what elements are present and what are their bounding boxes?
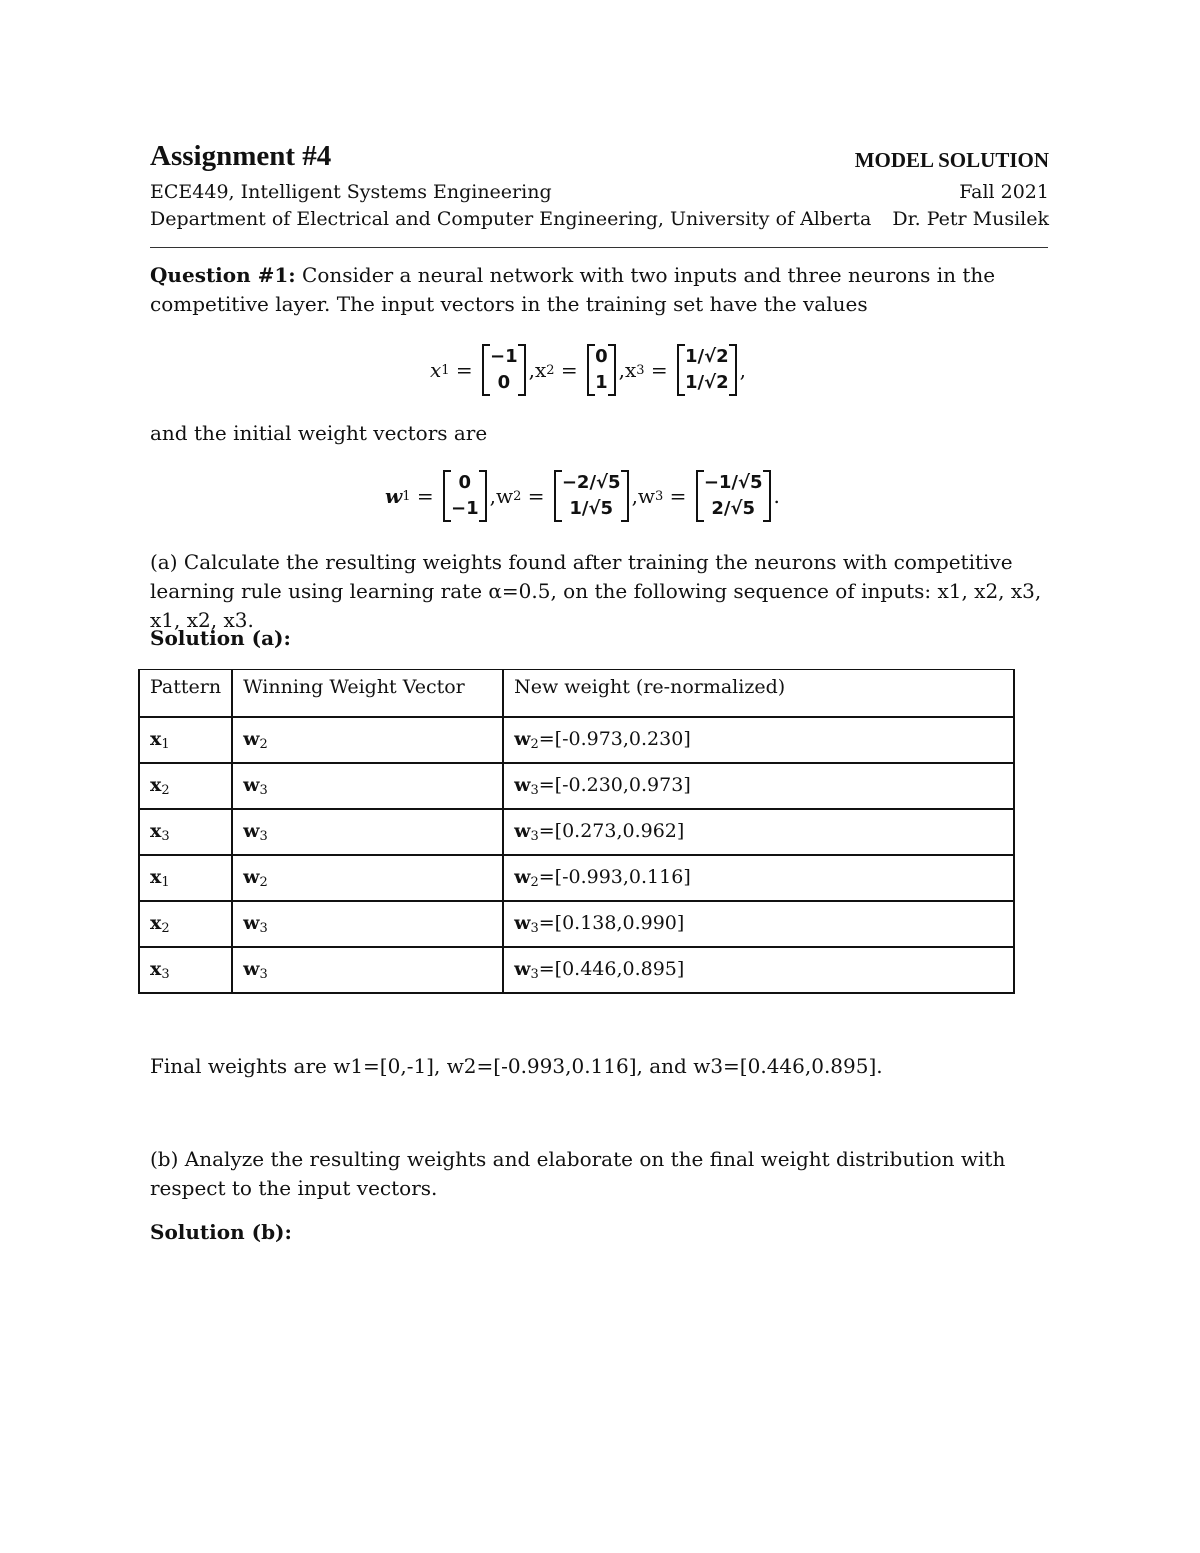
winner-cell: w3 <box>232 901 503 947</box>
table-row <box>139 947 1014 993</box>
winner-cell: w3 <box>232 763 503 809</box>
header-winning-weight: Winning Weight Vector <box>232 670 503 718</box>
w1-symbol: w <box>385 484 403 508</box>
x2-matrix <box>587 344 616 396</box>
x1-symbol: x <box>430 358 442 382</box>
w1-matrix <box>443 470 487 522</box>
pattern-cell: x1 <box>139 855 232 901</box>
pattern-cell: x1 <box>139 717 232 763</box>
w1-subscript: 1 <box>402 488 411 504</box>
header-divider <box>150 247 1048 248</box>
pattern-cell: x2 <box>139 763 232 809</box>
x1-top: −1 <box>490 346 518 367</box>
weights-intro: and the initial weight vectors are <box>150 421 488 445</box>
x2-bottom: 1 <box>595 372 608 393</box>
solution-b-label: Solution (b): <box>150 1220 292 1244</box>
w2-top: −2/√5 <box>561 472 621 493</box>
w2-matrix <box>554 470 629 522</box>
x3-matrix <box>677 344 737 396</box>
question-1-text <box>150 261 1048 319</box>
table-row <box>139 901 1014 947</box>
w1-bottom: −1 <box>450 498 479 519</box>
w2-subscript: 2 <box>513 488 522 504</box>
new-weight-cell: w3=[0.138,0.990] <box>503 901 1014 947</box>
x3-bottom: 1/√2 <box>685 372 729 393</box>
winner-cell: w3 <box>232 947 503 993</box>
pattern-cell: x3 <box>139 809 232 855</box>
instructor: Dr. Petr Musilek <box>892 208 1049 230</box>
new-weight-cell: w2=[-0.973,0.230] <box>503 717 1014 763</box>
header-pattern: Pattern <box>139 670 232 718</box>
x3-subscript: 3 <box>636 362 645 378</box>
input-vectors-equation: x 1 = −1 0 , x 2 = 0 1 , x 3 = 1/√2 1/√2 , <box>430 340 746 400</box>
new-weight-cell: w2=[-0.993,0.116] <box>503 855 1014 901</box>
winner-cell: w3 <box>232 809 503 855</box>
table-row <box>139 809 1014 855</box>
part-a-text: (a) Calculate the resulting weights found after training the neurons with competitive learning rule using learning rate α=0.5, on the following sequence of inputs: x1, x2, x3, x1, x2, x3. <box>150 550 1042 632</box>
model-solution-label: MODEL SOLUTION <box>854 148 1049 172</box>
x1-bottom: 0 <box>497 372 511 393</box>
header-new-weight: New weight (re-normalized) <box>503 670 1014 718</box>
w1-top: 0 <box>458 472 472 493</box>
pattern-cell: x3 <box>139 947 232 993</box>
new-weight-cell: w3=[0.273,0.962] <box>503 809 1014 855</box>
w3-bottom: 2/√5 <box>711 498 755 519</box>
term: Fall 2021 <box>959 181 1049 203</box>
x3-symbol: x <box>624 358 637 382</box>
w3-top: −1/√5 <box>703 472 763 493</box>
solution-a-label: Solution (a): <box>150 626 291 650</box>
x2-subscript: 2 <box>546 362 555 378</box>
x2-symbol: x <box>535 358 547 382</box>
w3-symbol: w <box>637 484 656 508</box>
x1-matrix <box>482 344 526 396</box>
w2-bottom: 1/√5 <box>569 498 614 519</box>
question-1-label: Question #1: <box>150 263 296 287</box>
table-row <box>139 717 1014 763</box>
winner-cell: w2 <box>232 717 503 763</box>
table-row <box>139 855 1014 901</box>
page-title: Assignment #4 <box>150 140 332 172</box>
course-name: ECE449, Intelligent Systems Engineering <box>150 181 552 203</box>
pattern-cell: x2 <box>139 901 232 947</box>
winner-cell: w2 <box>232 855 503 901</box>
final-weights-text: Final weights are w1=[0,-1], w2=[-0.993,0.116], and w3=[0.446,0.895]. <box>150 1054 883 1078</box>
question-1-body: Consider a neural network with two inputs and three neurons in the competitive layer. The input vectors in the training set have the values <box>150 263 996 316</box>
department: Department of Electrical and Computer Engineering, University of Alberta <box>150 208 872 230</box>
w3-matrix <box>696 470 771 522</box>
table-row <box>139 763 1014 809</box>
new-weight-cell: w3=[-0.230,0.973] <box>503 763 1014 809</box>
x3-top: 1/√2 <box>685 346 729 367</box>
part-b-text: (b) Analyze the resulting weights and elaborate on the final weight distribution with respect to the input vectors. <box>150 1147 1006 1200</box>
x2-top: 0 <box>595 346 608 367</box>
table-header-row <box>139 670 1014 718</box>
solution-table <box>138 669 1015 994</box>
x1-subscript: 1 <box>441 362 450 378</box>
w3-subscript: 3 <box>655 488 664 504</box>
new-weight-cell: w3=[0.446,0.895] <box>503 947 1014 993</box>
w2-symbol: w <box>495 484 514 508</box>
weight-vectors-equation: w 1 = 0 −1 , w 2 = −2/√5 1/√5 , w 3 = −1/√5 2/√5 . <box>385 466 780 526</box>
